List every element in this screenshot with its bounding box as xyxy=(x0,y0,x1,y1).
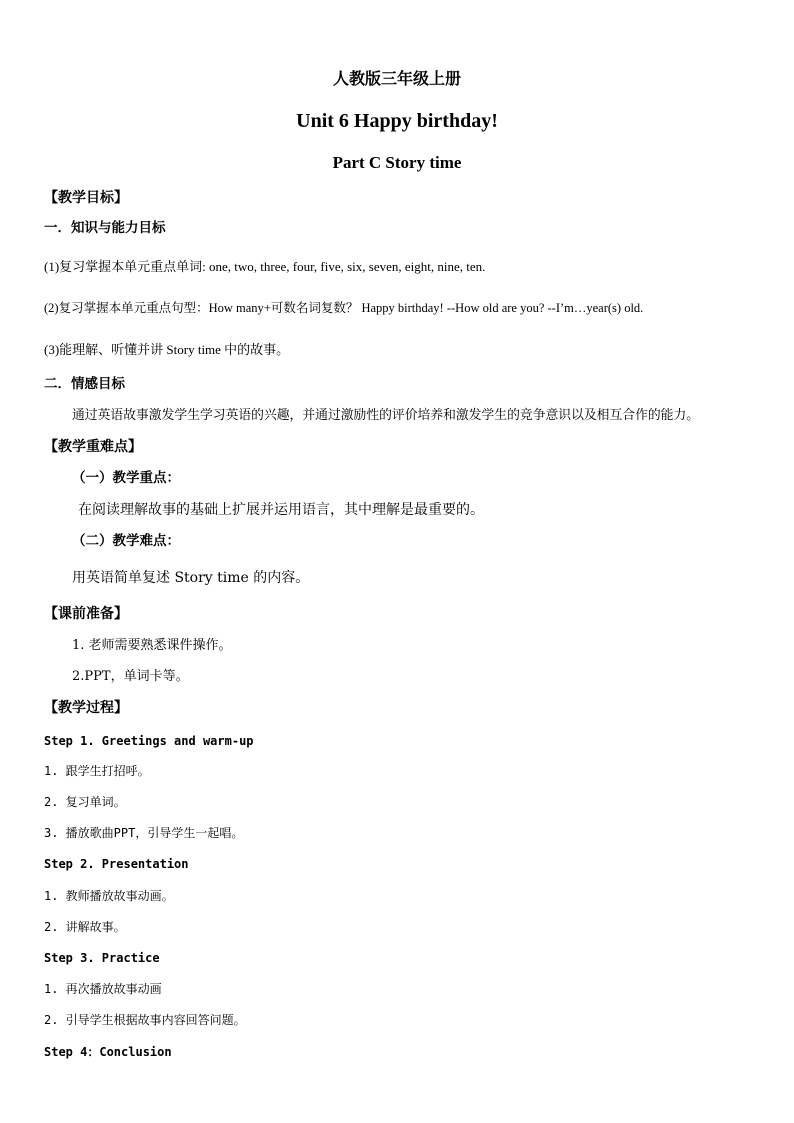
step-2-item-1: 1. 教师播放故事动画。 xyxy=(44,889,174,903)
key-points-heading: 【教学重难点】 xyxy=(44,439,142,455)
objective-item-2: (2)复习掌握本单元重点句型：How many+可数名词复数？ Happy birthday! --How old are you? --I’m…year(s) old. xyxy=(44,301,644,315)
part-title: Part C Story time xyxy=(332,153,462,172)
focus-text: 在阅读理解故事的基础上扩展并运用语言，其中理解是最重要的。 xyxy=(78,502,484,518)
preparation-item-2: 2.PPT，单词卡等。 xyxy=(72,669,189,684)
unit-title: Unit 6 Happy birthday! xyxy=(296,110,498,132)
objective-item-3: (3)能理解、听懂并讲 Story time 中的故事。 xyxy=(44,342,290,357)
objective-item-1: (1)复习掌握本单元重点单词: one, two, three, four, five, six, seven, eight, nine, ten. xyxy=(44,259,486,274)
difficulty-text: 用英语简单复述 Story time 的内容。 xyxy=(72,570,310,586)
preparation-item-1: 1. 老师需要熟悉课件操作。 xyxy=(72,638,232,653)
focus-label: （一）教学重点： xyxy=(72,470,180,486)
step-3-item-2: 2. 引导学生根据故事内容回答问题。 xyxy=(44,1013,246,1027)
step-1-title: Step 1. Greetings and warm-up xyxy=(44,734,254,748)
step-3-title: Step 3. Practice xyxy=(44,951,160,965)
knowledge-heading: 一．知识与能力目标 xyxy=(44,220,166,236)
process-heading: 【教学过程】 xyxy=(44,700,128,716)
step-1-item-1: 1. 跟学生打招呼。 xyxy=(44,764,150,778)
step-4-title: Step 4：Conclusion xyxy=(44,1045,172,1059)
objectives-heading: 【教学目标】 xyxy=(44,190,128,206)
preparation-heading: 【课前准备】 xyxy=(44,606,128,622)
difficulty-label: （二）教学难点： xyxy=(72,533,180,549)
emotion-heading: 二．情感目标 xyxy=(44,376,125,392)
emotion-text: 通过英语故事激发学生学习英语的兴趣，并通过激励性的评价培养和激发学生的竞争意识以及相互合作的能力。 xyxy=(72,408,700,423)
step-2-title: Step 2. Presentation xyxy=(44,857,189,871)
step-1-item-3: 3. 播放歌曲PPT，引导学生一起唱。 xyxy=(44,826,244,840)
step-2-item-2: 2. 讲解故事。 xyxy=(44,920,126,934)
step-3-item-1: 1. 再次播放故事动画 xyxy=(44,982,162,996)
step-1-item-2: 2. 复习单词。 xyxy=(44,795,126,809)
grade-title: 人教版三年级上册 xyxy=(332,69,461,88)
